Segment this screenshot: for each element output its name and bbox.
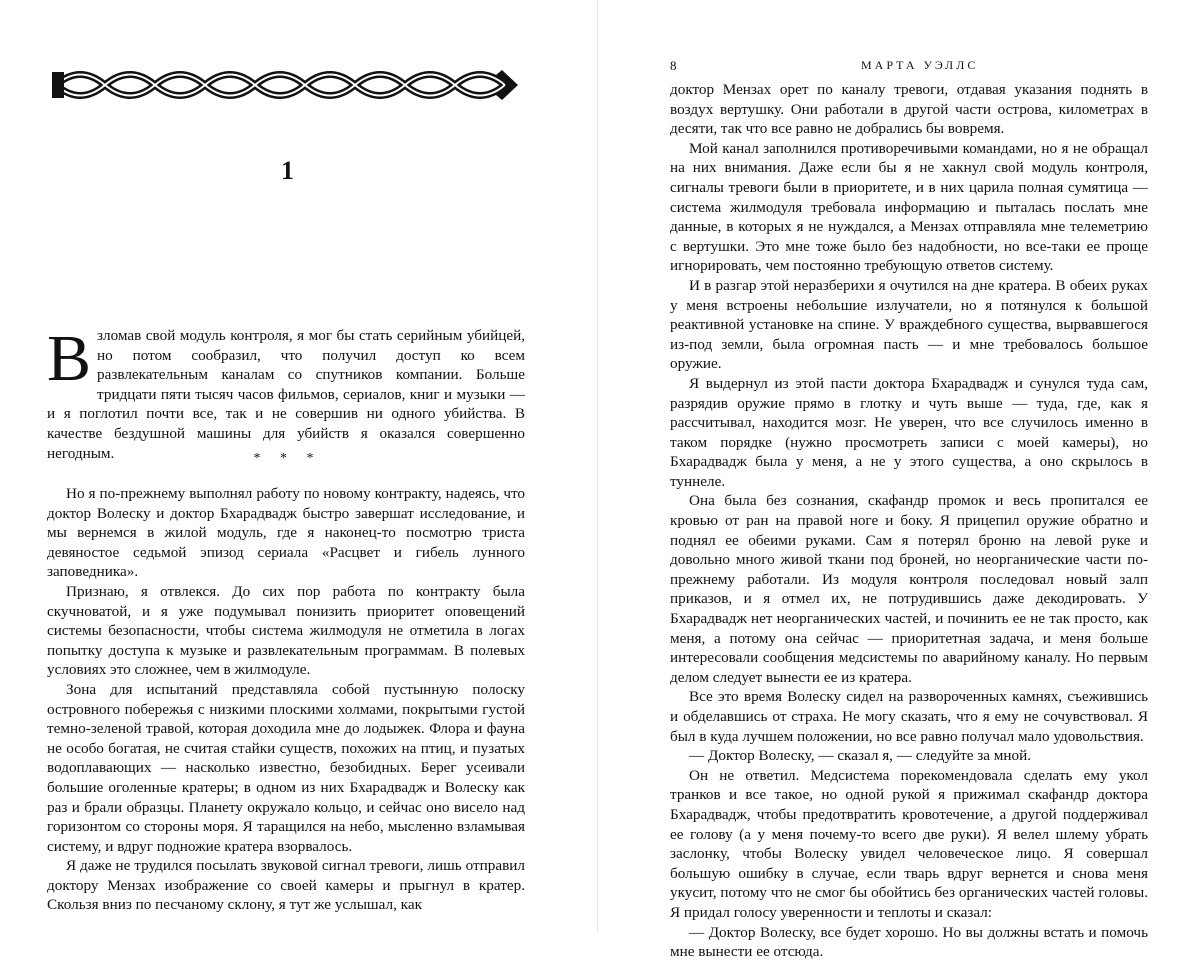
paragraph: — Доктор Волеску, все будет хорошо. Но вы должны встать и помочь мне вынести ее отсюда. [670,923,1148,961]
paragraph: Но я по-прежнему выполнял работу по новому контракту, надеясь, что доктор Волеску и доктор Бхарадвадж быстро завершат исследование, и мы вернемся в жилой модуль, где я наконец-то посмотрю триста девяностое седьмой эпизод сериала «Расцвет и гибель лунного заповедника». [47,485,525,581]
paragraph: Она была без сознания, скафандр промок и весь пропитался ее кровью от ран на правой ноге и боку. Я прицепил оружие обратно и поднял ее обеими руками. Сам я потерял броню на левой руке и довольно много живой ткани под броней, но неорганические части по-прежнему работали. Из модуля контроля последовал новый залп приказов, и я отмел их, не потрудившись даже декодировать. У Бхарадвадж нет неорганических частей, и починить ее не так просто, как меня, а потому она сейчас — приоритетная задача, и меня больше интересовали сообщения медсистемы по аварийному каналу. Но первым делом следует вынести ее из кратера. [670,492,1148,686]
paragraph: Он не ответил. Медсистема порекомендовала сделать ему укол транков и все такое, но одной рукой я прижимал скафандр доктора Бхарадвадж, чтобы предотвратить кровотечение, а другой поддерживал ее голову (а у меня почему-то всего две руки). Я велел шлему убрать заслонку, чтобы Волеску увидел человеческое лицо. Я совершал большую ошибку в случае, если тварь вдруг вернется и снова меня укусит, потому что не смог бы обойтись без органических частей головы. Я придал голосу уверенности и теплоты и сказал: [670,766,1148,921]
paragraph: Мой канал заполнился противоречивыми командами, но я не обращал на них внимания. Даже если бы я не хакнул свой модуль контроля, сигналы тревоги были в приоритете, и в них царила полная сумятица — система жилмодуля требовала информацию и пыталась послать мне данные, в которых я не нуждался, а Мензах отправляла мне телеметрию с вертушки. Это мне тоже было без надобности, но все-таки ее проще игнорировать, чем постоянно требующую ответов систему. [670,139,1148,275]
paragraph: И в разгар этой неразберихи я очутился на дне кратера. В обеих руках у меня встроены небольшие излучатели, но я потянулся к большой реактивной установке на спине. У враждебного существа, вырвавшегося из-под земли, была огромная пасть — и мне требовалось большое оружие. [670,276,1148,373]
page-number: 8 [670,58,677,73]
paragraph: Зона для испытаний представляла собой пустынную полоску островного побережья с низкими плоскими холмами, покрытыми густой темно-зеленой травой, которая доходила мне до лодыжек. Флора и фауна не особо богатая, не считая стайки существ, похожих на птиц, и пузатых водоплавающих — насколько известно, безобидных. Берег усеивали большие оголенные кратеры; в одном из них Бхарадвадж и Волеску как раз и брали образцы. Планету окружало кольцо, и сейчас оно висело над горизонтом со стороны моря. Я таращился на небо, мысленно взламывая систему, и вдруг подножие кратера взорвалось. [47,680,525,855]
left-page-text [47,484,525,915]
chapter-number: 1 [281,156,294,185]
running-title: МАРТА УЭЛЛС [861,58,979,72]
opening-paragraph: зломав свой модуль контроля, я мог бы стать серийным убийцей, но потом сообразил, что получил доступ ко всем развлекательным каналам со спутников компании. Больше тридцати пяти тысяч часов фильмов, сериалов, книг и музыки — и я поглотил почти все, так и не совершив ни одного убийства. В качестве бездушной машины для убийств я оказался совершенно негодным. [47,327,525,462]
paragraph: Я выдернул из этой пасти доктора Бхарадвадж и сунулся туда сам, разрядив оружие прямо в глотку и чуть выше — туда, где, как я рассчитывал, находится мозг. Не уверен, что все случилось именно в таком порядке (нужно просмотреть записи с моей камеры), но Бхарадвадж была у меня, а не у этого существа, а оно скрылось в туннеле. [670,374,1148,490]
drop-cap: В [47,322,92,395]
paragraph: Я даже не трудился посылать звуковой сигнал тревоги, лишь отправил доктору Мензах изображение со своей камеры и прыгнул в кратер. Скользя вниз по песчаному склону, я тут же услышал, как [47,857,525,914]
right-page-text [670,80,1148,962]
celtic-knot-ornament [50,62,520,108]
paragraph: Все это время Волеску сидел на развороченных камнях, съежившись и обделавшись от страха. Не могу сказать, что я ему не сочувствовал. Я был в куда лучшем положении, но все равно получал мало удовольствия. [670,688,1148,745]
section-separator: * * * [253,451,322,466]
paragraph: — Доктор Волеску, — сказал я, — следуйте за мной. [689,747,1032,765]
paragraph: доктор Мензах орет по каналу тревоги, отдавая указания поднять в воздух вертушку. Они работали в другой части острова, километрах в десяти, так что все равно не добрались бы вовремя. [670,81,1148,138]
paragraph: Признаю, я отвлекся. До сих пор работа по контракту была скучноватой, и я уже подумывал понизить приоритет оповещений системы безопасности, чтобы система жилмодуля не отметила в логах попытку доступа к музыке и развлекательным программам. В полевых условиях это сложнее, чем в жилмодуле. [47,582,525,679]
chapter-opening [47,322,525,463]
